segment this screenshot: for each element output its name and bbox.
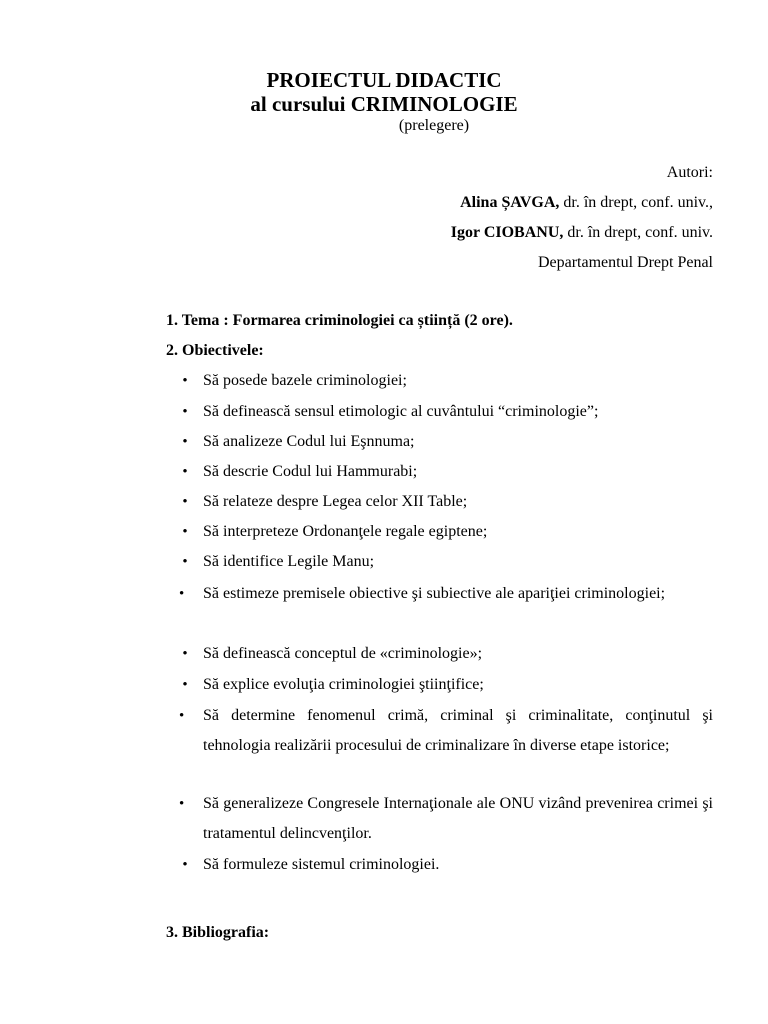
- document-subtitle: (prelegere): [398, 117, 470, 134]
- bullet-icon: •: [182, 677, 188, 693]
- objective-text: Să descrie Codul lui Hammurabi;: [203, 463, 418, 480]
- list-item: [182, 397, 713, 427]
- section-bibliography-heading: 3. Bibliografia:: [166, 924, 270, 941]
- list-item: [182, 427, 713, 457]
- list-item: [182, 457, 713, 487]
- objective-text: Să relateze despre Legea celor XII Table;: [203, 493, 468, 510]
- bullet-icon: •: [182, 434, 188, 450]
- bullet-icon: •: [179, 586, 185, 602]
- list-item: [182, 670, 713, 700]
- objective-text: Să generalizeze Congresele Internaţionale ale ONU vizând prevenirea crimei şi tratamentul delincvenţilor.: [203, 795, 713, 842]
- objective-text: Să definească sensul etimologic al cuvântului “criminologie”;: [203, 403, 599, 420]
- list-item: [182, 850, 713, 880]
- list-item: [182, 639, 713, 669]
- course-title: al cursului CRIMINOLOGIE: [250, 92, 518, 116]
- authors-label: Autori:: [666, 164, 713, 181]
- objective-text: Să interpreteze Ordonanţele regale egiptene;: [203, 523, 488, 540]
- list-item: [179, 789, 713, 849]
- document-title: PROIECTUL DIDACTIC: [266, 68, 502, 92]
- topic-text: Formarea criminologiei ca știință: [232, 312, 461, 329]
- bullet-icon: •: [182, 554, 188, 570]
- bullet-icon: •: [182, 524, 188, 540]
- bullet-icon: •: [182, 404, 188, 420]
- topic-duration: (2 ore).: [460, 312, 513, 329]
- list-item: [182, 487, 713, 517]
- objective-text: Să posede bazele criminologiei;: [203, 372, 407, 389]
- objective-text: Să formuleze sistemul criminologiei.: [203, 856, 440, 873]
- list-item: [182, 547, 713, 577]
- list-item: [182, 517, 713, 547]
- author-1-title: dr. în drept, conf. univ.,: [559, 194, 713, 211]
- bullet-icon: •: [179, 708, 185, 724]
- author-1-name: Alina ȘAVGA,: [460, 194, 560, 211]
- objective-text: Să estimeze premisele obiective şi subiective ale apariţiei criminologiei;: [203, 585, 666, 602]
- section-objectives-heading: 2. Obiectivele:: [166, 342, 264, 359]
- objective-text: Să explice evoluţia criminologiei ştiinţifice;: [203, 676, 484, 693]
- author-2-title: dr. în drept, conf. univ.: [563, 224, 713, 241]
- bullet-icon: •: [182, 857, 188, 873]
- bullet-icon: •: [182, 646, 188, 662]
- list-item: [179, 701, 713, 761]
- objective-text: Să identifice Legile Manu;: [203, 553, 375, 570]
- objective-text: Să analizeze Codul lui Eşnnuma;: [203, 433, 415, 450]
- list-item: [182, 366, 713, 396]
- department: Departamentul Drept Penal: [537, 254, 713, 271]
- topic-prefix: 1. Tema :: [166, 312, 233, 329]
- objective-text: Să determine fenomenul crimă, criminal şi criminalitate, conţinutul şi tehnologia realizării procesului de criminalizare în diverse etape istorice;: [203, 707, 713, 754]
- bullet-icon: •: [182, 494, 188, 510]
- bullet-icon: •: [182, 464, 188, 480]
- bullet-icon: •: [182, 373, 188, 389]
- author-2-name: Igor CIOBANU,: [450, 224, 564, 241]
- objective-text: Să definească conceptul de «criminologie»;: [203, 645, 483, 662]
- list-item: [179, 579, 713, 609]
- bullet-icon: •: [179, 796, 185, 812]
